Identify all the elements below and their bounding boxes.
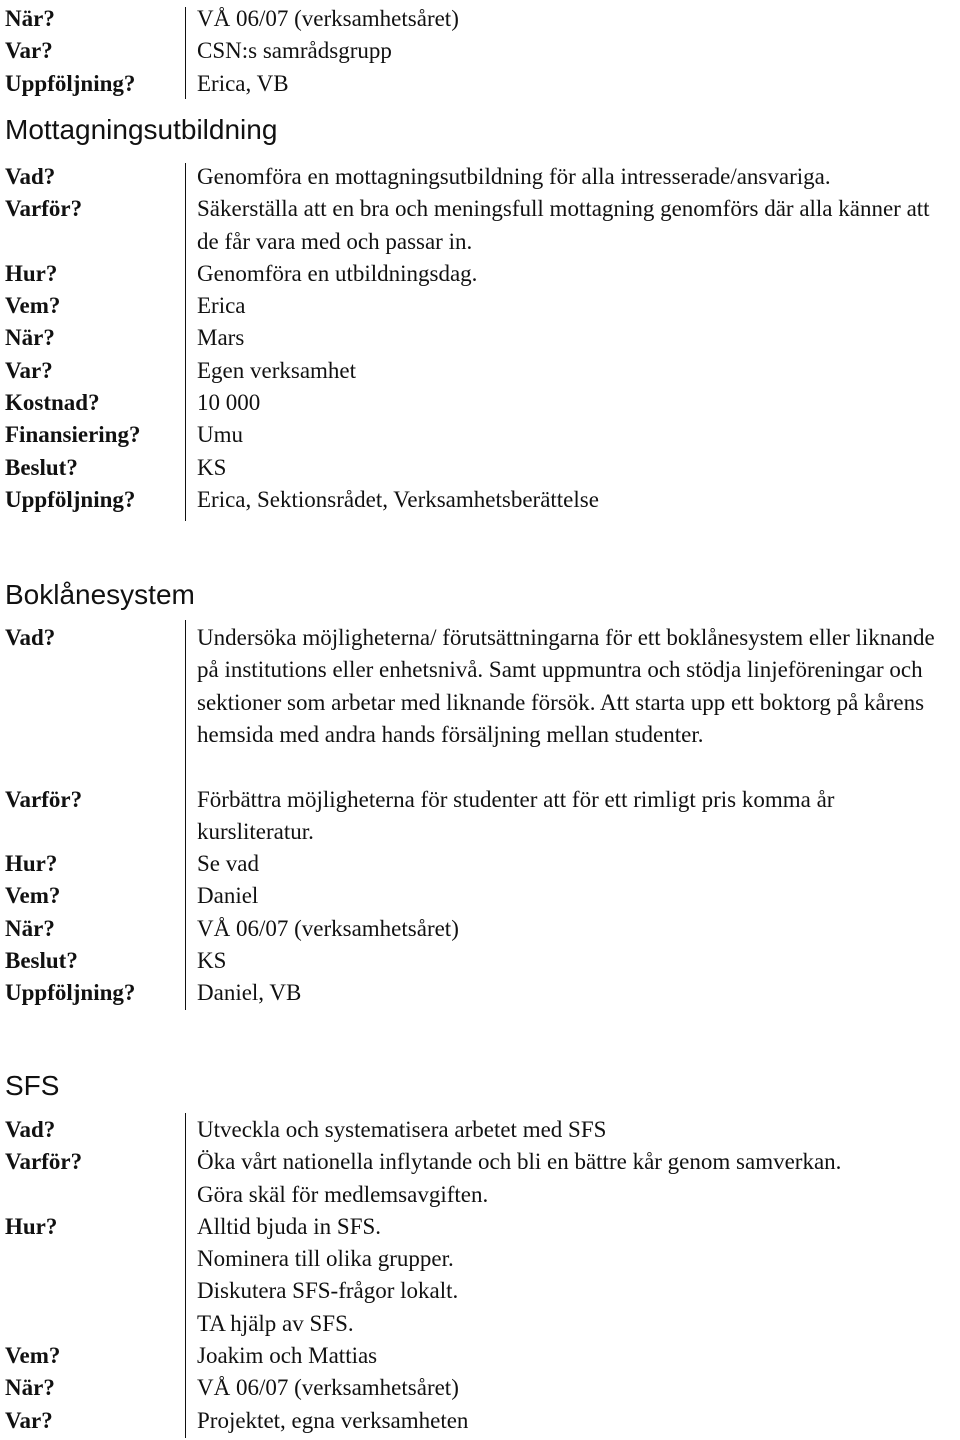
field-row-var (0, 1405, 960, 1437)
field-value: CSN:s samrådsgrupp (197, 38, 392, 64)
field-row-finansiering (0, 419, 960, 451)
field-row-beslut (0, 452, 960, 484)
field-label: Vem? (5, 1343, 61, 1369)
section-heading: Mottagningsutbildning (5, 114, 278, 145)
field-row-uppfoljning (0, 484, 960, 516)
field-row-vad (0, 622, 960, 784)
field-row-varfor (0, 193, 960, 258)
field-label: Var? (5, 1407, 53, 1433)
field-label: Kostnad? (5, 390, 100, 416)
field-label: Vad? (5, 164, 56, 189)
field-value: KS (197, 947, 227, 973)
field-value: Se vad (197, 851, 259, 877)
field-row-vad (0, 161, 960, 193)
field-label: Vem? (5, 293, 61, 319)
section-heading: Boklånesystem (5, 579, 195, 610)
intro-rows (0, 3, 960, 100)
field-row-nar (0, 322, 960, 354)
mottagning-rows (0, 161, 960, 516)
field-row-hur (0, 848, 960, 880)
field-value: Erica, VB (197, 70, 289, 96)
field-value: Joakim och Mattias (197, 1343, 378, 1369)
field-value: VÅ 06/07 (verksamhetsåret) (197, 1375, 459, 1401)
field-value: Alltid bjuda in SFS. (197, 1213, 382, 1239)
field-label: Hur? (5, 851, 58, 877)
field-value: Umu (197, 422, 243, 448)
field-label: När? (5, 325, 55, 351)
field-row-beslut (0, 945, 960, 977)
field-label: Var? (5, 38, 53, 64)
field-label: Beslut? (5, 947, 78, 973)
field-label: Finansiering? (5, 422, 141, 448)
field-value: Utveckla och systematisera arbetet med SFS (197, 1117, 607, 1142)
field-value: Genomföra en mottagningsutbildning för alla intresserade/ansvariga. (197, 164, 831, 189)
field-row-vem (0, 1340, 960, 1372)
field-label: Varför? (5, 786, 83, 812)
field-row-continuation (0, 1308, 960, 1340)
field-label: Vad? (5, 1117, 56, 1142)
field-row-continuation (0, 1275, 960, 1307)
field-row-uppfoljning (0, 68, 960, 100)
field-label: Varför? (5, 1149, 83, 1175)
field-value: KS (197, 454, 227, 480)
field-value: Mars (197, 325, 245, 351)
field-row-nar (0, 3, 960, 35)
field-value: VÅ 06/07 (verksamhetsåret) (197, 915, 459, 941)
field-row-continuation (0, 1179, 960, 1211)
field-label: Beslut? (5, 454, 78, 480)
field-row-vem (0, 290, 960, 322)
field-value: Egen verksamhet (197, 357, 357, 383)
field-row-var (0, 35, 960, 67)
field-value: Nominera till olika grupper. (197, 1246, 454, 1272)
field-value: Projektet, egna verksamheten (197, 1407, 469, 1433)
field-label: Varför? (5, 196, 83, 222)
field-label: Hur? (5, 260, 58, 286)
field-label: Uppföljning? (5, 486, 136, 512)
field-value: Undersöka möjligheterna/ förutsättningarna för ett boklånesystem eller liknande på institutions eller enhetsnivå. Samt uppmuntra och stödja linjeföreningar och sektioner som arbetar med liknande försök. Att starta upp ett boktorg på kårens hemsida med andra hands försäljning mellan studenter. (197, 625, 935, 747)
field-value: Öka vårt nationella inflytande och bli en bättre kår genom samverkan. (197, 1149, 842, 1175)
field-value: 10 000 (197, 390, 261, 416)
field-row-vem (0, 880, 960, 912)
field-value: VÅ 06/07 (verksamhetsåret) (197, 6, 459, 31)
boklane-rows (0, 622, 960, 1010)
field-label: Vad? (5, 625, 56, 650)
field-label: Hur? (5, 1213, 58, 1239)
field-row-nar (0, 913, 960, 945)
field-row-kostnad (0, 387, 960, 419)
field-value: Göra skäl för medlemsavgiften. (197, 1181, 489, 1207)
field-row-nar (0, 1372, 960, 1404)
field-label: Uppföljning? (5, 980, 136, 1006)
field-value: Genomföra en utbildningsdag. (197, 260, 478, 286)
field-label: Uppföljning? (5, 70, 136, 96)
field-row-var (0, 355, 960, 387)
field-label: När? (5, 6, 55, 31)
field-row-varfor (0, 1146, 960, 1178)
field-value: TA hjälp av SFS. (197, 1310, 354, 1336)
field-value: Säkerställa att en bra och meningsfull mottagning genomförs där alla känner att de får vara med och passar in. (197, 196, 930, 254)
field-value: Daniel, VB (197, 980, 302, 1006)
field-value: Diskutera SFS-frågor lokalt. (197, 1278, 459, 1304)
field-label: Vem? (5, 883, 61, 909)
sfs-rows (0, 1114, 960, 1437)
field-row-uppfoljning (0, 977, 960, 1009)
field-row-vad (0, 1114, 960, 1146)
field-value: Daniel (197, 883, 259, 909)
field-value: Erica, Sektionsrådet, Verksamhetsberättelse (197, 486, 599, 512)
field-row-hur (0, 1211, 960, 1243)
field-label: När? (5, 915, 55, 941)
field-label: När? (5, 1375, 55, 1401)
field-value: Erica (197, 293, 246, 319)
field-row-continuation (0, 1243, 960, 1275)
field-row-hur (0, 258, 960, 290)
section-heading: SFS (5, 1070, 60, 1101)
field-row-varfor (0, 784, 960, 849)
field-label: Var? (5, 357, 53, 383)
field-value: Förbättra möjligheterna för studenter att för ett rimligt pris komma år kursliteratur. (197, 786, 835, 844)
